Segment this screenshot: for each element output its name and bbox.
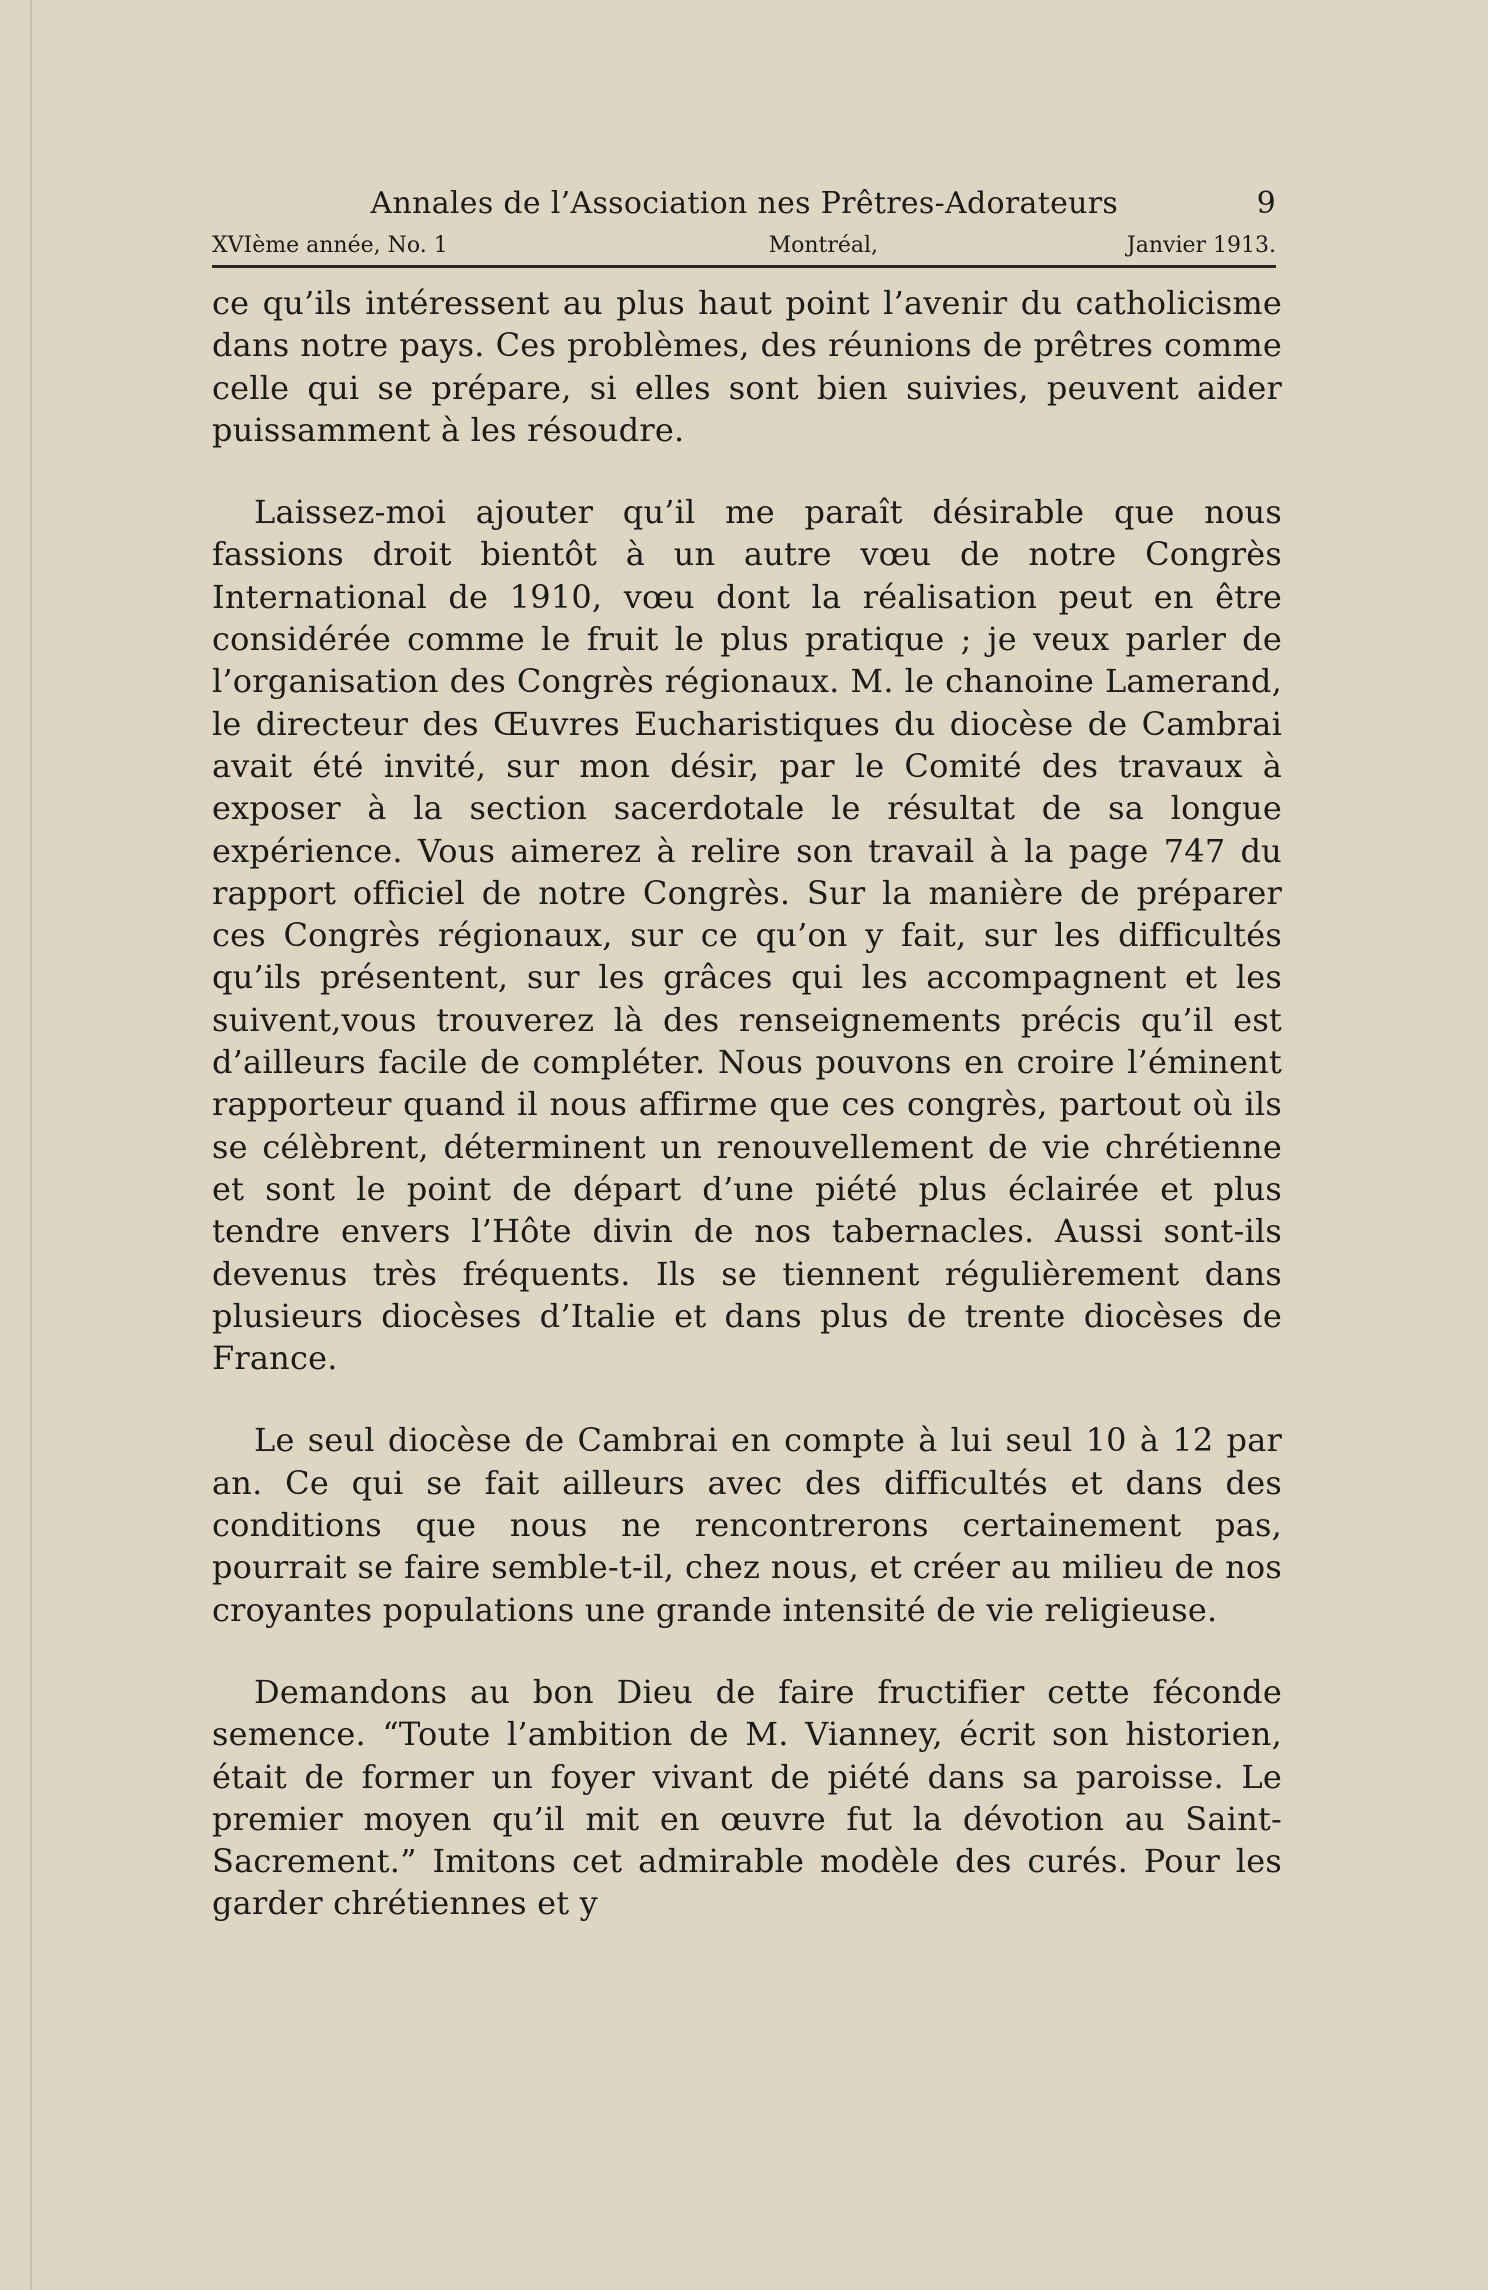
volume-number: XVIème année, No. 1 <box>212 233 448 258</box>
publication-place: Montréal, <box>768 233 879 258</box>
page-edge <box>30 0 32 2290</box>
publication-date: Janvier 1913. <box>1126 233 1276 258</box>
header-issue-line <box>212 226 1276 264</box>
paragraph-1: ce qu’ils intéressent au plus haut point l’avenir du catholicisme dans notre pays. Ces problèmes, des réunions de prêtres comme celle qui se prépare, si elles sont bien suivies, peuvent aider puissamment à les résoudre. <box>212 284 1282 449</box>
header-rule <box>212 265 1276 268</box>
article-body <box>212 282 1282 1965</box>
journal-title: Annales de l’Association nes Prêtres-Adorateurs <box>370 186 1119 221</box>
running-header <box>212 182 1276 264</box>
paragraph-2: Laissez-moi ajouter qu’il me paraît désirable que nous fassions droit bientôt à un autre vœu de notre Congrès International de 1910, vœu dont la réalisation peut en être considérée comme le fruit le plus pratique ; je veux parler de l’organisation des Congrès régionaux. M. le chanoine Lamerand, le directeur des Œuvres Eucharistiques du diocèse de Cambrai avait été invité, sur mon désir, par le Comité des travaux à exposer à la section sacerdotale le résultat de sa longue expérience. Vous aimerez à relire son travail à la page 747 du rapport officiel de notre Congrès. Sur la manière de préparer ces Congrès régionaux, sur ce qu’on y fait, sur les difficultés qu’ils présentent, sur les grâces qui les accompagnent et les suivent,vous trouverez là des renseignements précis qu’il est d’ailleurs facile de compléter. Nous pouvons en croire l’éminent rapporteur quand il nous affirme que ces congrès, partout où ils se célèbrent, déterminent un renouvellement de vie chrétienne et sont le point de départ d’une piété plus éclairée et plus tendre envers l’Hôte divin de nos tabernacles. Aussi sont-ils devenus très fréquents. Ils se tiennent régulièrement dans plusieurs diocèses d’Italie et dans plus de trente diocèses de France. <box>212 493 1282 1378</box>
paragraph-3: Le seul diocèse de Cambrai en compte à lui seul 10 à 12 par an. Ce qui se fait ailleurs avec des difficultés et dans des conditions que nous ne rencontrerons certainement pas, pourrait se faire semble-t-il, chez nous, et créer au milieu de nos croyantes populations une grande intensité de vie religieuse. <box>212 1421 1282 1629</box>
paragraph-4: Demandons au bon Dieu de faire fructifier cette féconde semence. “Toute l’ambition de M. Vianney, écrit son historien, était de former un foyer vivant de piété dans sa paroisse. Le premier moyen qu’il mit en œuvre fut la dévotion au Saint-Sacrement.” Imitons cet admirable modèle des curés. Pour les garder chrétiennes et y <box>212 1672 1282 1923</box>
header-title-line <box>212 182 1276 226</box>
page-number: 9 <box>1256 186 1276 221</box>
